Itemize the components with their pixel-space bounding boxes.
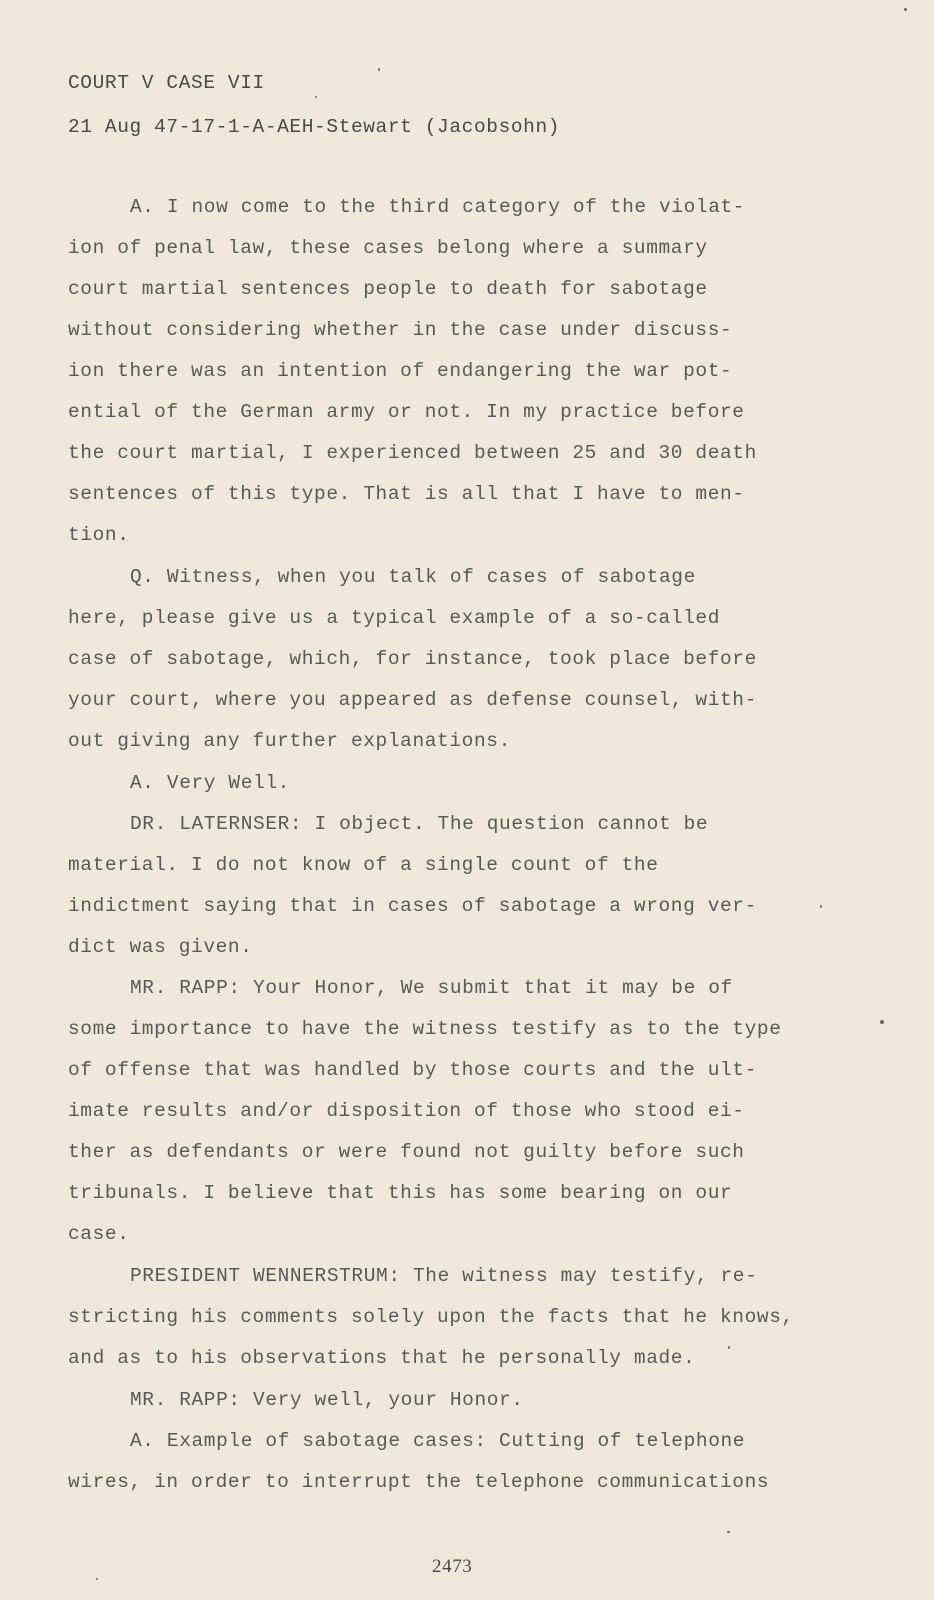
paper-speck — [820, 905, 822, 908]
transcript-line: your court, where you appeared as defense counsel, with- — [68, 689, 757, 711]
transcript-line: of offense that was handled by those courts and the ult- — [68, 1059, 757, 1081]
transcript-line: MR. RAPP: Very well, your Honor. — [130, 1389, 524, 1411]
paper-speck — [96, 1578, 98, 1580]
transcript-line: some importance to have the witness testify as to the type — [68, 1018, 782, 1040]
transcript-line: tribunals. I believe that this has some bearing on our — [68, 1182, 733, 1204]
transcript-line: the court martial, I experienced between 25 and 30 death — [68, 442, 757, 464]
transcript-line: ential of the German army or not. In my practice before — [68, 401, 745, 423]
transcript-line: tion. — [68, 524, 130, 546]
page-number: 2473 — [432, 1556, 473, 1577]
transcript-line: wires, in order to interrupt the telephone communications — [68, 1471, 770, 1493]
transcript-line: DR. LATERNSER: I object. The question cannot be — [130, 813, 709, 835]
transcript-line: and as to his observations that he personally made. — [68, 1347, 696, 1369]
transcript-line: A. Very Well. — [130, 772, 290, 794]
transcript-line: court martial sentences people to death for sabotage — [68, 278, 708, 300]
transcript-line: MR. RAPP: Your Honor, We submit that it may be of — [130, 977, 733, 999]
transcript-line: dict was given. — [68, 936, 253, 958]
session-reference: 21 Aug 47-17-1-A-AEH-Stewart (Jacobsohn) — [68, 116, 561, 138]
transcript-line: ion of penal law, these cases belong where a summary — [68, 237, 708, 259]
transcript-line: without considering whether in the case under discuss- — [68, 319, 733, 341]
transcript-line: imate results and/or disposition of those who stood ei- — [68, 1100, 745, 1122]
paper-speck — [728, 1346, 730, 1349]
transcript-line: ion there was an intention of endangering the war pot- — [68, 360, 733, 382]
case-heading: COURT V CASE VII — [68, 72, 265, 94]
paper-speck — [880, 1020, 884, 1024]
transcript-line: case. — [68, 1223, 130, 1245]
transcript-line: A. Example of sabotage cases: Cutting of telephone — [130, 1430, 746, 1452]
transcript-line: case of sabotage, which, for instance, took place before — [68, 648, 757, 670]
transcript-line: material. I do not know of a single count of the — [68, 854, 659, 876]
transcript-line: stricting his comments solely upon the facts that he knows, — [68, 1306, 794, 1328]
transcript-line: Q. Witness, when you talk of cases of sabotage — [130, 566, 696, 588]
transcript-line: ther as defendants or were found not guilty before such — [68, 1141, 745, 1163]
transcript-line: PRESIDENT WENNERSTRUM: The witness may testify, re- — [130, 1265, 758, 1287]
paper-speck — [315, 96, 317, 98]
transcript-line: indictment saying that in cases of sabotage a wrong ver- — [68, 895, 757, 917]
transcript-line: A. I now come to the third category of the violat- — [130, 196, 746, 218]
paper-speck — [378, 68, 380, 71]
transcript-line: here, please give us a typical example of a so-called — [68, 607, 721, 629]
paper-speck — [904, 8, 907, 11]
paper-speck — [727, 1531, 730, 1533]
transcript-line: sentences of this type. That is all that I have to men- — [68, 483, 745, 505]
transcript-line: out giving any further explanations. — [68, 730, 511, 752]
